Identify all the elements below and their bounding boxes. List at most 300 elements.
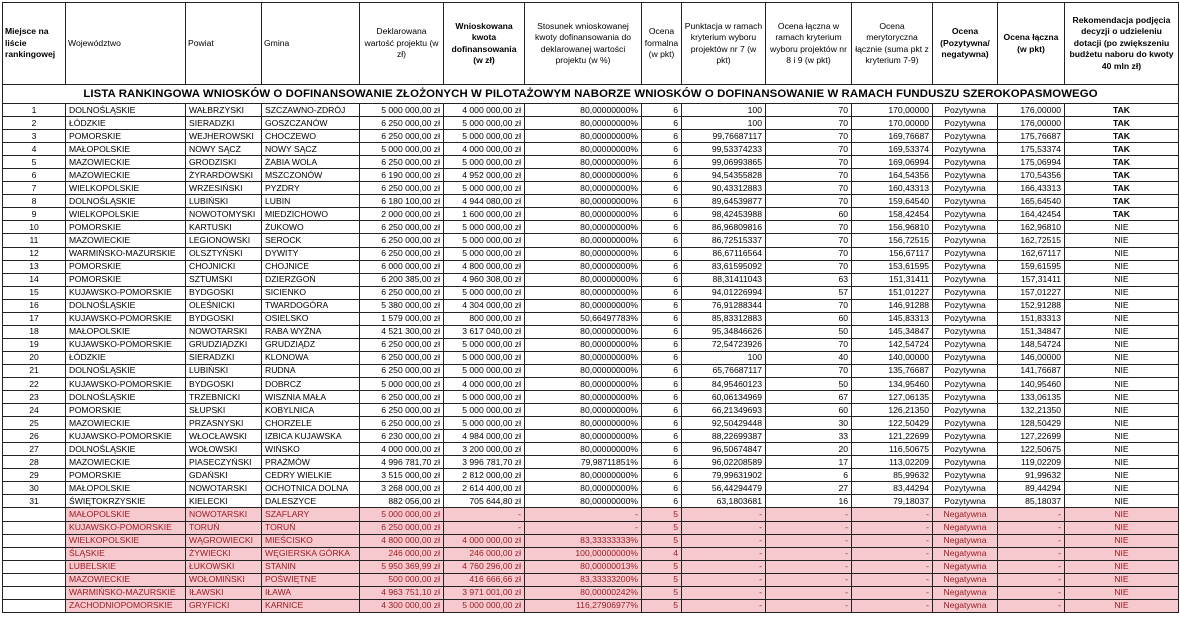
cell-voivodeship[interactable]: MAŁOPOLSKIE [66, 325, 186, 338]
cell-county[interactable]: TRZEBNICKI [186, 391, 262, 404]
cell-merit-total[interactable]: 169,06994 [852, 156, 933, 169]
cell-rank[interactable]: 31 [3, 495, 66, 508]
cell-declared-value[interactable]: 6 250 000,00 zł [360, 351, 444, 364]
table-row[interactable] [3, 430, 1179, 443]
cell-recommendation[interactable]: TAK [1065, 182, 1179, 195]
cell-requested-amount[interactable]: 5 000 000,00 zł [444, 117, 525, 130]
cell-county[interactable]: GRYFICKI [186, 599, 262, 612]
cell-county[interactable]: LEGIONOWSKI [186, 234, 262, 247]
cell-voivodeship[interactable]: MAZOWIECKIE [66, 156, 186, 169]
cell-criterion-8-9[interactable]: 70 [766, 156, 852, 169]
cell-recommendation[interactable]: NIE [1065, 417, 1179, 430]
cell-declared-value[interactable]: 6 250 000,00 zł [360, 247, 444, 260]
cell-municipality[interactable]: DZIERZGOŃ [262, 273, 360, 286]
cell-declared-value[interactable]: 6 250 000,00 zł [360, 130, 444, 143]
cell-declared-value[interactable]: 6 250 000,00 zł [360, 182, 444, 195]
cell-assessment[interactable]: Negatywna [933, 599, 998, 612]
cell-requested-amount[interactable]: 4 800 000,00 zł [444, 260, 525, 273]
cell-requested-amount[interactable]: 5 000 000,00 zł [444, 404, 525, 417]
cell-criterion-7[interactable]: 79,99631902 [682, 469, 766, 482]
table-row[interactable] [3, 104, 1179, 117]
cell-ratio[interactable]: 80,00000000% [525, 299, 642, 312]
table-row[interactable] [3, 495, 1179, 508]
cell-criterion-8-9[interactable]: 70 [766, 221, 852, 234]
cell-county[interactable]: CHOJNICKI [186, 260, 262, 273]
cell-county[interactable]: OLEŚNICKI [186, 299, 262, 312]
cell-merit-total[interactable]: 113,02209 [852, 456, 933, 469]
cell-rank[interactable]: 29 [3, 469, 66, 482]
cell-total-score[interactable]: - [998, 560, 1065, 573]
cell-county[interactable]: BYDGOSKI [186, 377, 262, 390]
header-formal-score[interactable]: Ocena formalna (w pkt) [642, 3, 682, 85]
cell-voivodeship[interactable]: MAZOWIECKIE [66, 573, 186, 586]
cell-formal-score[interactable]: 5 [642, 586, 682, 599]
cell-criterion-8-9[interactable]: 16 [766, 495, 852, 508]
cell-criterion-8-9[interactable]: - [766, 534, 852, 547]
cell-municipality[interactable]: CHORZELE [262, 417, 360, 430]
cell-assessment[interactable]: Pozytywna [933, 221, 998, 234]
cell-merit-total[interactable]: 170,00000 [852, 104, 933, 117]
cell-requested-amount[interactable]: 416 666,66 zł [444, 573, 525, 586]
cell-rank[interactable]: 8 [3, 195, 66, 208]
cell-criterion-7[interactable]: 100 [682, 104, 766, 117]
cell-criterion-8-9[interactable]: 60 [766, 404, 852, 417]
cell-assessment[interactable]: Pozytywna [933, 312, 998, 325]
cell-county[interactable]: BYDGOSKI [186, 312, 262, 325]
cell-merit-total[interactable]: 156,72515 [852, 234, 933, 247]
cell-declared-value[interactable]: 6 250 000,00 zł [360, 338, 444, 351]
cell-voivodeship[interactable]: DOLNOŚLĄSKIE [66, 443, 186, 456]
cell-rank[interactable]: 3 [3, 130, 66, 143]
cell-voivodeship[interactable]: DOLNOŚLĄSKIE [66, 299, 186, 312]
cell-recommendation[interactable]: TAK [1065, 195, 1179, 208]
cell-ratio[interactable]: 80,00000242% [525, 586, 642, 599]
cell-recommendation[interactable]: NIE [1065, 443, 1179, 456]
cell-voivodeship[interactable]: WARMIŃSKO-MAZURSKIE [66, 586, 186, 599]
cell-total-score[interactable]: 119,02209 [998, 456, 1065, 469]
cell-formal-score[interactable]: 6 [642, 417, 682, 430]
cell-voivodeship[interactable]: MAZOWIECKIE [66, 169, 186, 182]
cell-ratio[interactable]: 100,00000000% [525, 547, 642, 560]
cell-county[interactable]: LUBIŃSKI [186, 364, 262, 377]
cell-criterion-7[interactable]: 86,67116564 [682, 247, 766, 260]
cell-criterion-8-9[interactable]: - [766, 560, 852, 573]
cell-merit-total[interactable]: 142,54724 [852, 338, 933, 351]
cell-declared-value[interactable]: 246 000,00 zł [360, 547, 444, 560]
cell-criterion-7[interactable]: 86,72515337 [682, 234, 766, 247]
cell-recommendation[interactable]: NIE [1065, 508, 1179, 521]
cell-county[interactable]: NOWY SĄCZ [186, 143, 262, 156]
header-municipality[interactable]: Gmina [262, 3, 360, 85]
cell-recommendation[interactable]: NIE [1065, 391, 1179, 404]
cell-total-score[interactable]: 175,76687 [998, 130, 1065, 143]
table-row[interactable] [3, 273, 1179, 286]
cell-criterion-8-9[interactable]: 20 [766, 443, 852, 456]
cell-county[interactable]: NOWOTARSKI [186, 482, 262, 495]
cell-recommendation[interactable]: NIE [1065, 586, 1179, 599]
cell-formal-score[interactable]: 6 [642, 404, 682, 417]
cell-criterion-8-9[interactable]: 33 [766, 430, 852, 443]
table-row[interactable] [3, 417, 1179, 430]
cell-voivodeship[interactable]: MAŁOPOLSKIE [66, 482, 186, 495]
cell-county[interactable]: KARTUSKI [186, 221, 262, 234]
cell-rank[interactable]: 22 [3, 377, 66, 390]
header-assessment[interactable]: Ocena (Pozytywna/ negatywna) [933, 3, 998, 85]
table-row[interactable] [3, 195, 1179, 208]
cell-rank[interactable]: 16 [3, 299, 66, 312]
cell-county[interactable]: IŁAWSKI [186, 586, 262, 599]
table-row[interactable] [3, 560, 1179, 573]
cell-ratio[interactable]: 80,00000000% [525, 143, 642, 156]
cell-formal-score[interactable]: 5 [642, 560, 682, 573]
cell-total-score[interactable]: 176,00000 [998, 117, 1065, 130]
cell-recommendation[interactable]: TAK [1065, 156, 1179, 169]
cell-ratio[interactable]: 80,00000013% [525, 560, 642, 573]
cell-total-score[interactable]: 175,53374 [998, 143, 1065, 156]
cell-merit-total[interactable]: - [852, 573, 933, 586]
cell-ratio[interactable]: 83,33333333% [525, 534, 642, 547]
cell-total-score[interactable]: 159,61595 [998, 260, 1065, 273]
table-row[interactable] [3, 482, 1179, 495]
cell-recommendation[interactable]: TAK [1065, 208, 1179, 221]
cell-assessment[interactable]: Pozytywna [933, 443, 998, 456]
table-row[interactable] [3, 573, 1179, 586]
cell-requested-amount[interactable]: 4 000 000,00 zł [444, 104, 525, 117]
cell-rank[interactable]: 10 [3, 221, 66, 234]
cell-declared-value[interactable]: 5 950 369,99 zł [360, 560, 444, 573]
cell-formal-score[interactable]: 6 [642, 104, 682, 117]
cell-declared-value[interactable]: 6 250 000,00 zł [360, 391, 444, 404]
cell-voivodeship[interactable]: WIELKOPOLSKIE [66, 534, 186, 547]
cell-recommendation[interactable]: NIE [1065, 364, 1179, 377]
cell-total-score[interactable]: 128,50429 [998, 417, 1065, 430]
cell-assessment[interactable]: Pozytywna [933, 130, 998, 143]
cell-formal-score[interactable]: 6 [642, 195, 682, 208]
cell-recommendation[interactable]: NIE [1065, 456, 1179, 469]
cell-voivodeship[interactable]: DOLNOŚLĄSKIE [66, 391, 186, 404]
cell-ratio[interactable]: 80,00000000% [525, 104, 642, 117]
cell-rank[interactable]: 17 [3, 312, 66, 325]
cell-assessment[interactable]: Negatywna [933, 586, 998, 599]
table-row[interactable] [3, 156, 1179, 169]
cell-municipality[interactable]: CEDRY WIELKIE [262, 469, 360, 482]
cell-assessment[interactable]: Negatywna [933, 560, 998, 573]
cell-rank[interactable]: 24 [3, 404, 66, 417]
cell-assessment[interactable]: Pozytywna [933, 495, 998, 508]
cell-criterion-8-9[interactable]: 70 [766, 234, 852, 247]
cell-criterion-7[interactable]: - [682, 508, 766, 521]
cell-recommendation[interactable]: NIE [1065, 273, 1179, 286]
cell-ratio[interactable]: 80,00000000% [525, 482, 642, 495]
table-row[interactable] [3, 508, 1179, 521]
cell-total-score[interactable]: 91,99632 [998, 469, 1065, 482]
cell-formal-score[interactable]: 6 [642, 169, 682, 182]
cell-rank[interactable]: 28 [3, 456, 66, 469]
cell-assessment[interactable]: Negatywna [933, 547, 998, 560]
cell-assessment[interactable]: Pozytywna [933, 182, 998, 195]
cell-requested-amount[interactable]: 4 000 000,00 zł [444, 534, 525, 547]
cell-formal-score[interactable]: 6 [642, 469, 682, 482]
cell-merit-total[interactable]: 156,67117 [852, 247, 933, 260]
cell-municipality[interactable]: GRUDZIĄDZ [262, 338, 360, 351]
cell-voivodeship[interactable]: POMORSKIE [66, 260, 186, 273]
cell-rank[interactable] [3, 560, 66, 573]
cell-voivodeship[interactable]: LUBELSKIE [66, 560, 186, 573]
cell-criterion-7[interactable]: 89,64539877 [682, 195, 766, 208]
cell-recommendation[interactable]: NIE [1065, 599, 1179, 612]
table-row[interactable] [3, 338, 1179, 351]
cell-requested-amount[interactable]: 705 644,80 zł [444, 495, 525, 508]
table-row[interactable] [3, 169, 1179, 182]
cell-recommendation[interactable]: NIE [1065, 286, 1179, 299]
table-row[interactable] [3, 547, 1179, 560]
cell-county[interactable]: ŻYWIECKI [186, 547, 262, 560]
cell-criterion-7[interactable]: 72,54723926 [682, 338, 766, 351]
table-row[interactable] [3, 234, 1179, 247]
cell-requested-amount[interactable]: 5 000 000,00 zł [444, 391, 525, 404]
cell-voivodeship[interactable]: ŚWIĘTOKRZYSKIE [66, 495, 186, 508]
cell-formal-score[interactable]: 6 [642, 208, 682, 221]
cell-requested-amount[interactable]: 4 960 308,00 zł [444, 273, 525, 286]
cell-ratio[interactable]: 79,98711851% [525, 456, 642, 469]
cell-requested-amount[interactable]: 2 614 400,00 zł [444, 482, 525, 495]
table-row[interactable] [3, 130, 1179, 143]
cell-total-score[interactable]: 166,43313 [998, 182, 1065, 195]
cell-assessment[interactable]: Pozytywna [933, 156, 998, 169]
cell-voivodeship[interactable]: DOLNOŚLĄSKIE [66, 195, 186, 208]
cell-criterion-7[interactable]: 60,06134969 [682, 391, 766, 404]
cell-municipality[interactable]: WIŃSKO [262, 443, 360, 456]
table-row[interactable] [3, 299, 1179, 312]
cell-county[interactable]: ŻYRARDOWSKI [186, 169, 262, 182]
cell-formal-score[interactable]: 6 [642, 338, 682, 351]
cell-total-score[interactable]: - [998, 573, 1065, 586]
cell-ratio[interactable]: 80,00000000% [525, 260, 642, 273]
cell-criterion-8-9[interactable]: - [766, 508, 852, 521]
cell-county[interactable]: SIERADZKI [186, 117, 262, 130]
cell-formal-score[interactable]: 6 [642, 182, 682, 195]
cell-formal-score[interactable]: 6 [642, 495, 682, 508]
cell-merit-total[interactable]: 156,96810 [852, 221, 933, 234]
cell-formal-score[interactable]: 6 [642, 117, 682, 130]
cell-merit-total[interactable]: - [852, 508, 933, 521]
cell-voivodeship[interactable]: KUJAWSKO-POMORSKIE [66, 286, 186, 299]
cell-declared-value[interactable]: 6 200 385,00 zł [360, 273, 444, 286]
header-criterion-7[interactable]: Punktacja w ramach kryterium wyboru projektów nr 7 (w pkt) [682, 3, 766, 85]
cell-total-score[interactable]: 164,42454 [998, 208, 1065, 221]
table-row[interactable] [3, 221, 1179, 234]
cell-total-score[interactable]: 85,18037 [998, 495, 1065, 508]
header-total-score[interactable]: Ocena łączna (w pkt) [998, 3, 1065, 85]
cell-requested-amount[interactable]: 4 304 000,00 zł [444, 299, 525, 312]
cell-requested-amount[interactable]: 3 996 781,70 zł [444, 456, 525, 469]
cell-formal-score[interactable]: 6 [642, 482, 682, 495]
cell-municipality[interactable]: SICIENKO [262, 286, 360, 299]
cell-merit-total[interactable]: 140,00000 [852, 351, 933, 364]
cell-declared-value[interactable]: 6 250 000,00 zł [360, 286, 444, 299]
cell-ratio[interactable]: 80,00000000% [525, 130, 642, 143]
cell-total-score[interactable]: 141,76687 [998, 364, 1065, 377]
cell-criterion-7[interactable]: 83,61595092 [682, 260, 766, 273]
cell-rank[interactable]: 14 [3, 273, 66, 286]
cell-ratio[interactable]: 80,00000000% [525, 117, 642, 130]
cell-voivodeship[interactable]: POMORSKIE [66, 404, 186, 417]
cell-county[interactable]: WOŁOWSKI [186, 443, 262, 456]
table-row[interactable] [3, 404, 1179, 417]
cell-declared-value[interactable]: 6 000 000,00 zł [360, 260, 444, 273]
cell-recommendation[interactable]: NIE [1065, 299, 1179, 312]
cell-requested-amount[interactable]: 5 000 000,00 zł [444, 351, 525, 364]
cell-criterion-7[interactable]: 65,76687117 [682, 364, 766, 377]
table-row[interactable] [3, 377, 1179, 390]
cell-municipality[interactable]: IZBICA KUJAWSKA [262, 430, 360, 443]
cell-voivodeship[interactable]: MAŁOPOLSKIE [66, 143, 186, 156]
cell-voivodeship[interactable]: WIELKOPOLSKIE [66, 208, 186, 221]
header-requested-amount[interactable]: Wnioskowana kwota dofinansowania (w zł) [444, 3, 525, 85]
cell-criterion-8-9[interactable]: 63 [766, 273, 852, 286]
cell-municipality[interactable]: PYZDRY [262, 182, 360, 195]
cell-merit-total[interactable]: 164,54356 [852, 169, 933, 182]
cell-total-score[interactable]: - [998, 508, 1065, 521]
cell-assessment[interactable]: Pozytywna [933, 377, 998, 390]
cell-criterion-8-9[interactable]: 70 [766, 247, 852, 260]
cell-declared-value[interactable]: 6 180 100,00 zł [360, 195, 444, 208]
table-row[interactable] [3, 247, 1179, 260]
cell-recommendation[interactable]: NIE [1065, 573, 1179, 586]
cell-assessment[interactable]: Pozytywna [933, 391, 998, 404]
cell-requested-amount[interactable]: 1 600 000,00 zł [444, 208, 525, 221]
cell-criterion-8-9[interactable]: 17 [766, 456, 852, 469]
cell-merit-total[interactable]: 146,91288 [852, 299, 933, 312]
cell-merit-total[interactable]: 151,01227 [852, 286, 933, 299]
cell-municipality[interactable]: OSIELSKO [262, 312, 360, 325]
cell-county[interactable]: KIELECKI [186, 495, 262, 508]
cell-declared-value[interactable]: 2 000 000,00 zł [360, 208, 444, 221]
cell-ratio[interactable]: 80,00000000% [525, 364, 642, 377]
cell-declared-value[interactable]: 6 250 000,00 zł [360, 117, 444, 130]
cell-formal-score[interactable]: 6 [642, 351, 682, 364]
cell-rank[interactable]: 23 [3, 391, 66, 404]
cell-voivodeship[interactable]: POMORSKIE [66, 130, 186, 143]
cell-voivodeship[interactable]: KUJAWSKO-POMORSKIE [66, 312, 186, 325]
cell-assessment[interactable]: Pozytywna [933, 351, 998, 364]
header-ratio[interactable]: Stosunek wnioskowanej kwoty dofinansowania do deklarowanej wartości projektu (w %) [525, 3, 642, 85]
cell-total-score[interactable]: 151,83313 [998, 312, 1065, 325]
cell-criterion-8-9[interactable]: 57 [766, 286, 852, 299]
cell-criterion-7[interactable]: 96,02208589 [682, 456, 766, 469]
cell-rank[interactable]: 5 [3, 156, 66, 169]
cell-formal-score[interactable]: 6 [642, 299, 682, 312]
cell-criterion-7[interactable]: - [682, 573, 766, 586]
cell-criterion-8-9[interactable]: 70 [766, 364, 852, 377]
cell-voivodeship[interactable]: ŁÓDZKIE [66, 351, 186, 364]
cell-ratio[interactable]: 80,00000000% [525, 377, 642, 390]
cell-total-score[interactable]: 157,01227 [998, 286, 1065, 299]
cell-declared-value[interactable]: 500 000,00 zł [360, 573, 444, 586]
cell-rank[interactable]: 27 [3, 443, 66, 456]
cell-requested-amount[interactable]: 3 200 000,00 zł [444, 443, 525, 456]
cell-county[interactable]: BYDGOSKI [186, 286, 262, 299]
cell-total-score[interactable]: 175,06994 [998, 156, 1065, 169]
cell-declared-value[interactable]: 5 380 000,00 zł [360, 299, 444, 312]
cell-recommendation[interactable]: NIE [1065, 351, 1179, 364]
cell-criterion-8-9[interactable]: 30 [766, 417, 852, 430]
cell-ratio[interactable]: - [525, 521, 642, 534]
cell-recommendation[interactable]: NIE [1065, 547, 1179, 560]
table-row[interactable] [3, 586, 1179, 599]
cell-recommendation[interactable]: NIE [1065, 469, 1179, 482]
cell-total-score[interactable]: 162,67117 [998, 247, 1065, 260]
cell-requested-amount[interactable]: 5 000 000,00 zł [444, 364, 525, 377]
header-criterion-8-9[interactable]: Ocena łączna w ramach kryterium wyboru projektów nr 8 i 9 (w pkt) [766, 3, 852, 85]
cell-merit-total[interactable]: - [852, 560, 933, 573]
cell-assessment[interactable]: Pozytywna [933, 417, 998, 430]
cell-municipality[interactable]: DOBRCZ [262, 377, 360, 390]
cell-total-score[interactable]: 146,00000 [998, 351, 1065, 364]
cell-municipality[interactable]: SZAFLARY [262, 508, 360, 521]
cell-ratio[interactable]: 80,00000000% [525, 338, 642, 351]
cell-formal-score[interactable]: 6 [642, 364, 682, 377]
cell-total-score[interactable]: - [998, 547, 1065, 560]
cell-declared-value[interactable]: 5 000 000,00 zł [360, 377, 444, 390]
cell-ratio[interactable]: 80,00000000% [525, 417, 642, 430]
cell-assessment[interactable]: Pozytywna [933, 299, 998, 312]
cell-ratio[interactable]: 80,00000000% [525, 430, 642, 443]
cell-rank[interactable]: 20 [3, 351, 66, 364]
cell-county[interactable]: GRODZISKI [186, 156, 262, 169]
cell-assessment[interactable]: Pozytywna [933, 104, 998, 117]
cell-criterion-8-9[interactable]: - [766, 573, 852, 586]
cell-municipality[interactable]: PRAŻMÓW [262, 456, 360, 469]
cell-requested-amount[interactable]: 4 000 000,00 zł [444, 143, 525, 156]
cell-assessment[interactable]: Negatywna [933, 508, 998, 521]
cell-voivodeship[interactable]: MAŁOPOLSKIE [66, 508, 186, 521]
cell-merit-total[interactable]: - [852, 521, 933, 534]
cell-municipality[interactable]: MSZCZONÓW [262, 169, 360, 182]
cell-municipality[interactable]: SZCZAWNO-ZDRÓJ [262, 104, 360, 117]
cell-assessment[interactable]: Pozytywna [933, 482, 998, 495]
cell-declared-value[interactable]: 6 250 000,00 zł [360, 417, 444, 430]
cell-assessment[interactable]: Pozytywna [933, 338, 998, 351]
table-row[interactable] [3, 469, 1179, 482]
cell-requested-amount[interactable]: 4 760 296,00 zł [444, 560, 525, 573]
cell-merit-total[interactable]: 153,61595 [852, 260, 933, 273]
cell-rank[interactable]: 1 [3, 104, 66, 117]
cell-ratio[interactable]: 80,00000000% [525, 469, 642, 482]
cell-ratio[interactable]: 83,33333200% [525, 573, 642, 586]
cell-ratio[interactable]: 50,66497783% [525, 312, 642, 325]
cell-voivodeship[interactable]: POMORSKIE [66, 469, 186, 482]
cell-recommendation[interactable]: NIE [1065, 234, 1179, 247]
cell-declared-value[interactable]: 6 250 000,00 zł [360, 234, 444, 247]
cell-rank[interactable]: 26 [3, 430, 66, 443]
cell-voivodeship[interactable]: KUJAWSKO-POMORSKIE [66, 338, 186, 351]
table-row[interactable] [3, 117, 1179, 130]
cell-formal-score[interactable]: 6 [642, 286, 682, 299]
cell-voivodeship[interactable]: KUJAWSKO-POMORSKIE [66, 430, 186, 443]
cell-declared-value[interactable]: 882 056,00 zł [360, 495, 444, 508]
cell-municipality[interactable]: ŻUKOWO [262, 221, 360, 234]
cell-assessment[interactable]: Pozytywna [933, 469, 998, 482]
table-row[interactable] [3, 286, 1179, 299]
cell-voivodeship[interactable]: KUJAWSKO-POMORSKIE [66, 521, 186, 534]
table-row[interactable] [3, 325, 1179, 338]
cell-declared-value[interactable]: 3 515 000,00 zł [360, 469, 444, 482]
cell-criterion-8-9[interactable]: 70 [766, 338, 852, 351]
cell-declared-value[interactable]: 5 000 000,00 zł [360, 143, 444, 156]
table-row[interactable] [3, 143, 1179, 156]
cell-rank[interactable]: 18 [3, 325, 66, 338]
